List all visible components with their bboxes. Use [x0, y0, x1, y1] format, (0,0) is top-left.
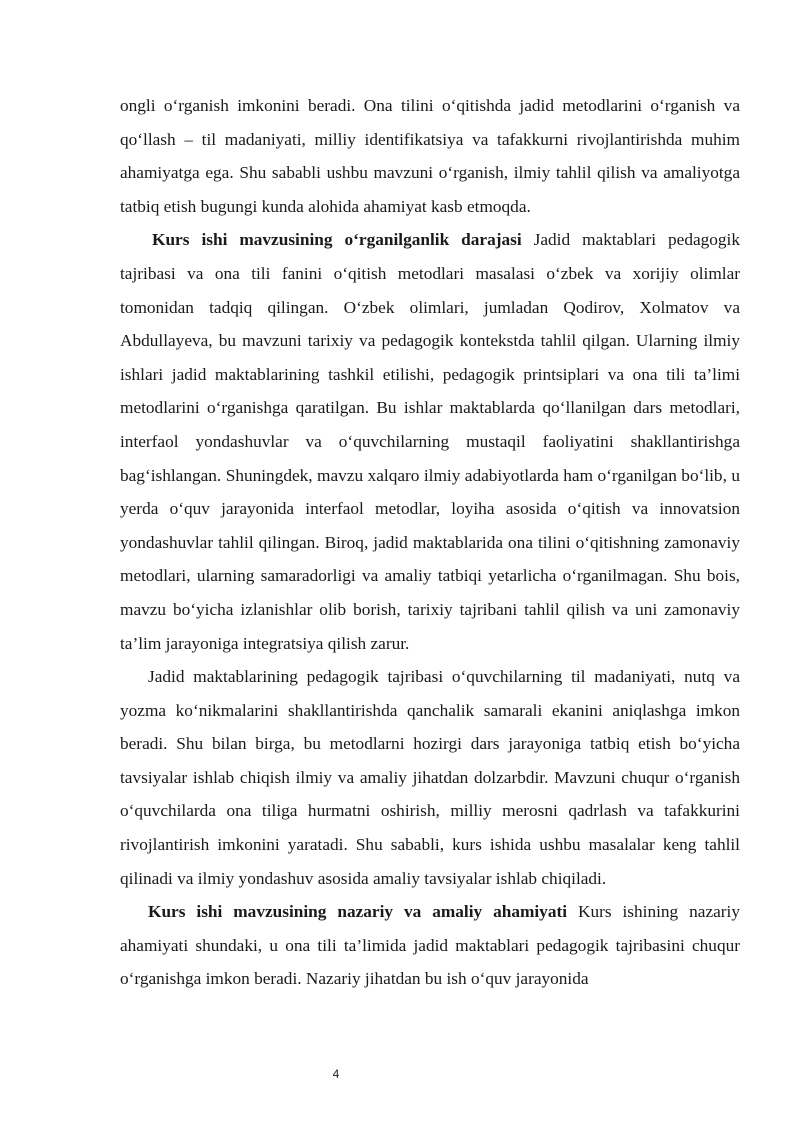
paragraph-significance-text: Kurs ishining nazariy ahamiyati shundaki, u ona tili ta’limida jadid maktablari pedagogik tajribasini chuqur o‘rganishga imkon beradi. Nazariy jihatdan bu ish o‘quv jarayonida — [120, 902, 740, 989]
paragraph-significance — [120, 895, 740, 996]
section-heading-significance: Kurs ishi mavzusining nazariy va amaliy ahamiyati — [148, 902, 568, 922]
paragraph-research-level — [120, 223, 740, 660]
body-text — [120, 89, 740, 996]
paragraph-pedagogical-experience: Jadid maktablarining pedagogik tajribasi o‘quvchilarning til madaniyati, nutq va yozma ko‘nikmalarini shakllantirishda qanchalik samarali ekanini aniqlashga imkon beradi. Shu bilan birga, bu metodlarni hozirgi dars jarayoniga tatbiq etish bo‘yicha tavsiyalar ishlab chiqish ilmiy va amaliy jihatdan dolzarbdir. Mavzuni chuqur o‘rganish o‘quvchilarda ona tiliga hurmatni oshirish, milliy merosni qadrlash va tafakkurini rivojlantirish imkonini yaratadi. Shu sababli, kurs ishida ushbu masalalar keng tahlil qilinadi va ilmiy yondashuv asosida amaliy tavsiyalar ishlab chiqiladi. — [120, 667, 740, 888]
section-heading-research-level: Kurs ishi mavzusining o‘rganilganlik darajasi — [152, 230, 522, 250]
page-number: 4 — [332, 1067, 340, 1081]
paragraph-research-level-text: Jadid maktablari pedagogik tajribasi va ona tili fanini o‘qitish metodlari masalasi o‘zbek va xorijiy olimlar tomonidan tadqiq qilingan. O‘zbek olimlari, jumladan Qodirov, Xolmatov va Abdullayeva, bu mavzuni tarixiy va pedagogik kontekstda tahlil qilgan. Ularning ilmiy ishlari jadid maktablarining tashkil etilishi, pedagogik printsiplari va ona tili ta’limi metodlarini o‘rganishga qaratilgan. Bu ishlar maktablarda qo‘llanilgan dars metodlari, interfaol yondashuvlar va o‘quvchilarning mustaqil faoliyatini shakllantirishga bag‘ishlangan. Shuningdek, mavzu xalqaro ilmiy adabiyotlarda ham o‘rganilgan bo‘lib, u yerda o‘quv jarayonida interfaol metodlar, loyiha asosida o‘qitish va innovatsion yondashuvlar tahlil qilingan. Biroq, jadid maktablarida ona tilini o‘qitishning zamonaviy metodlari, ularning samaradorligi va amaliy tatbiqi yetarlicha o‘rganilmagan. Shu bois, mavzu bo‘yicha izlanishlar olib borish, tarixiy tajribani tahlil qilish va uni zamonaviy ta’lim jarayoniga integratsiya qilish zarur. — [120, 230, 740, 653]
paragraph-intro-continuation: ongli o‘rganish imkonini beradi. Ona tilini o‘qitishda jadid metodlarini o‘rganish va qo‘llash – til madaniyati, milliy identifikatsiya va tafakkurni rivojlantirishda muhim ahamiyatga ega. Shu sababli ushbu mavzuni o‘rganish, ilmiy tahlil qilish va amaliyotga tatbiq etish bugungi kunda alohida ahamiyat kasb etmoqda. — [120, 96, 740, 216]
